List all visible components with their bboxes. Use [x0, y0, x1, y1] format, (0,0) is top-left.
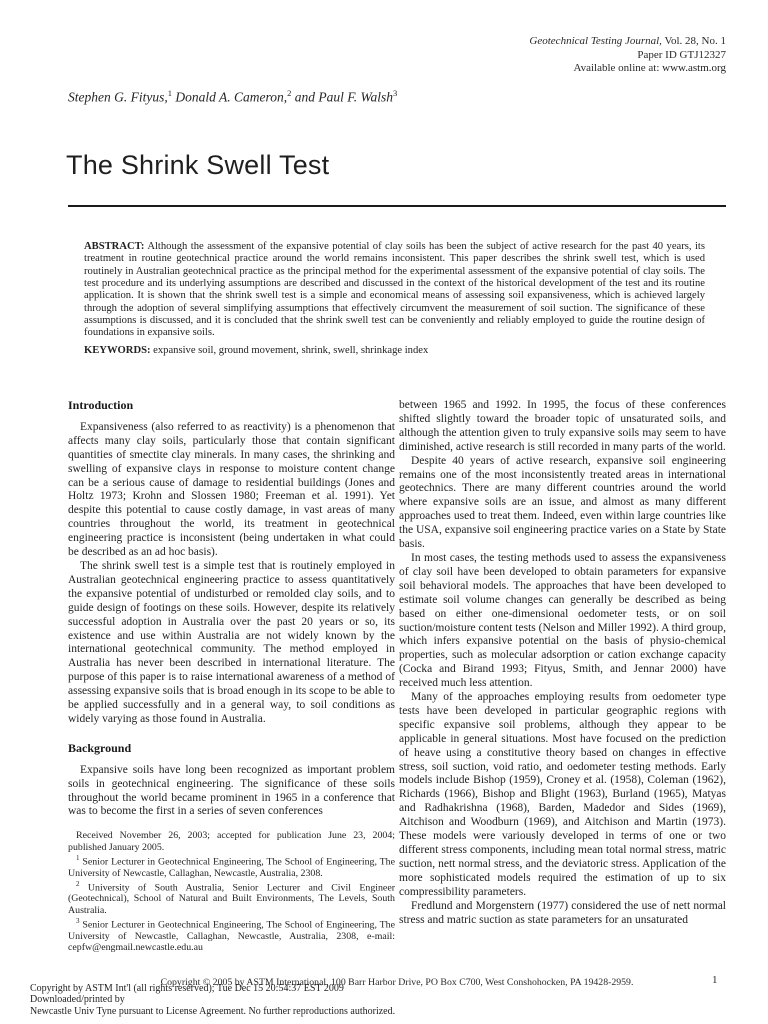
- left-column: [68, 399, 395, 953]
- footnote-1: [68, 853, 395, 879]
- section-heading-introduction: Introduction: [68, 398, 134, 412]
- footnote-received: Received November 26, 2003; accepted for publication June 23, 2004; published January 2005.: [68, 830, 395, 853]
- page-number: 1: [712, 974, 718, 986]
- download-stamp-line-1: Copyright by ASTM Int'l (all rights reserved); Tue Dec 15 20:54:37 EST 2009: [30, 983, 344, 994]
- footnote-2-sup: 2: [76, 879, 80, 888]
- title-divider-rule: [68, 205, 726, 207]
- journal-issue: Vol. 28, No. 1: [661, 35, 726, 47]
- authors-line: [68, 88, 397, 106]
- footer-copyright: Copyright © 2005 by ASTM International, 100 Barr Harbor Drive, PO Box C700, West Conshohocken, PA 19428-2959.: [160, 977, 634, 988]
- author-2-affiliation-sup: 2: [287, 88, 292, 98]
- footnote-1-sup: 1: [76, 853, 80, 862]
- journal-name: Geotechnical Testing Journal,: [529, 35, 662, 47]
- author-1-affiliation-sup: 1: [167, 88, 172, 98]
- footnote-3-sup: 3: [76, 917, 80, 926]
- introduction-paragraph-2: The shrink swell test is a simple test that is routinely employed in Australian geotechnical engineering practice to assess quantitatively the expansive potential of undisturbed or remolded clay soils, and to guide design of footings on these soils. However, despite its relatively successful adoption in Australia over the past 20 years or so, its existence and use within Australia are not widely known by the international geotechnical community. The method employed in Australia has never been described in international literature. The purpose of this paper is to raise international awareness of a method of assessing expansive soils that is broad enough in its scope to be able to be applied successfully and in a general way, to soil conditions as widely varying as those found in Australia.: [68, 559, 395, 725]
- footnote-3: [68, 916, 395, 953]
- section-heading-background: Background: [68, 740, 132, 755]
- astm-url-link[interactable]: www.astm.org: [662, 62, 726, 74]
- abstract-label: ABSTRACT:: [84, 241, 145, 252]
- availability-label: Available online at:: [573, 62, 663, 74]
- right-paragraph-2: Despite 40 years of active research, expansive soil engineering remains one of the most inconsistently treated areas in international geotechnics. There are many different countries around the world where expansive soils are an issue, and almost as many different approaches used to treat them. Indeed, even within large countries like the USA, expansive soil engineering practice varies on a State by State basis.: [399, 454, 726, 551]
- right-paragraph-1: between 1965 and 1992. In 1995, the focus of these conferences shifted slightly toward the broader topic of unsaturated soils, and although the attention given to truly expansive soils may seem to have diminished, active research is still recorded in many parts of the world.: [399, 399, 726, 453]
- author-3-name: and Paul F. Walsh: [291, 89, 394, 105]
- right-paragraph-3: In most cases, the testing methods used to assess the expansiveness of clay soil have been developed to obtain parameters for expansive soil behavioral models. The approaches that have been developed to estimate soil volume changes can generally be described as being based on either one-dimensional oedometer tests, or on soil suction/moisture content tests (Nelson and Miller 1992). A third group, which infers expansive potential on the basis of physio-chemical properties, such as molecular adsorption or cation exchange capacity (Cocka and Birand 1993; Fityus, Smith, and Jennar 2000) have received much less attention.: [399, 551, 726, 690]
- right-paragraph-5: Fredlund and Morgenstern (1977) considered the use of nett normal stress and matric suction as state parameters for an unsaturated: [399, 899, 726, 926]
- journal-header: [529, 35, 726, 76]
- right-column: [399, 399, 726, 927]
- footnote-3-email-link[interactable]: cepfw@engmail.newcastle.edu.au: [68, 941, 203, 953]
- paper-id: Paper ID GTJ12327: [637, 48, 726, 61]
- abstract-section: [84, 241, 705, 340]
- footnote-1-text: Senior Lecturer in Geotechnical Engineering, The School of Engineering, The University of Newcastle, Callaghan, Newcastle, Australia, 2308.: [68, 856, 395, 879]
- introduction-paragraph-1: Expansiveness (also referred to as reactivity) is a phenomenon that affects many clay soils, particularly those that contain significant quantities of smectite clay minerals. In many cases, the shrinking and swelling of expansive clays in response to moisture content change can be a serious cause of damage to residential buildings (Jones and Holtz 1973; Krohn and Slossen 1980; Freeman et al. 1991). Yet despite this potential to cause costly damage, in vast areas of many countries throughout the world, its treatment in geotechnical engineering practice is inconsistent (being undertaken in what could be described as an ad hoc basis).: [68, 420, 395, 559]
- author-2-name: Donald A. Cameron,: [171, 89, 288, 105]
- download-stamp-line-2: Downloaded/printed by: [30, 994, 125, 1005]
- keywords-section: [84, 345, 705, 356]
- availability-line: [529, 62, 726, 76]
- footnotes-block: [68, 830, 395, 953]
- abstract-text: Although the assessment of the expansive potential of clay soils has been the subject of active research for the past 40 years, its treatment in routine geotechnical practice around the world remains inconsistent. This paper describes the shrink swell test, which is used routinely in Australian geotechnical practice as the principal method for the experimental assessment of the expansive potential of clay soils. The test procedure and its underlying assumptions are described and discussed in the context of the historical development of the test and its routine application. It is shown that the shrink swell test is a simple and economical means of assessing soil expansiveness, which is achieved largely through the adoption of several simplifying assumptions that effectively circumvent the measurement of soil suction. The significance of these assumptions is discussed, and it is concluded that the shrink swell test can be conveniently and reliably employed to guide the routine design of foundations in expansive soils.: [84, 241, 705, 339]
- paper-title: The Shrink Swell Test: [66, 150, 330, 181]
- background-paragraph-1: Expansive soils have long been recognized as important problem soils in geotechnical engineering. The significance of these soils throughout the world became prominent in 1965 in a conference that was to become the first in a series of seven conferences: [68, 763, 395, 818]
- footnote-2-text: University of South Australia, Senior Lecturer and Civil Engineer (Geotechnical), School of Natural and Built Environments, The Levels, South Australia.: [68, 882, 395, 916]
- keywords-text: expansive soil, ground movement, shrink, swell, shrinkage index: [150, 345, 429, 356]
- keywords-label: KEYWORDS:: [84, 345, 151, 356]
- footnote-3-text: Senior Lecturer in Geotechnical Engineering, The School of Engineering, The University of Newcastle, Callaghan, Newcastle, Australia, 2308, e-mail:: [68, 919, 395, 942]
- journal-title-line: [529, 35, 726, 49]
- author-3-affiliation-sup: 3: [393, 88, 398, 98]
- footnote-2: [68, 879, 395, 916]
- download-stamp-line-3: Newcastle Univ Tyne pursuant to License Agreement. No further reproductions authorized.: [30, 1006, 396, 1017]
- author-1-name: Stephen G. Fityus,: [68, 89, 168, 105]
- right-paragraph-4: Many of the approaches employing results from oedometer type tests have been developed in particular geographic regions with specific expansive soil problems, although they appear to be applicable in general situations. Most have focused on the prediction of heave using a constitutive theory based on changes in effective stress, soil suction, void ratio, and oedometer testing methods. Early models include Bishop (1959), Croney et al. (1958), Coleman (1962), Richards (1966), Bishop and Blight (1963), Burland (1965), Matyas and Radhakrishna (1968), Barden, Madedor and Sides (1969), Aitchison and Woodburn (1969), and Aitchison and Martin (1973). These models were variously developed in terms of one or two different stress components, including mean total normal stress, matric suction, nett normal stress, and the deviatoric stress. Application of the more sophisticated models required the estimation of up to six compressibility parameters.: [399, 691, 726, 898]
